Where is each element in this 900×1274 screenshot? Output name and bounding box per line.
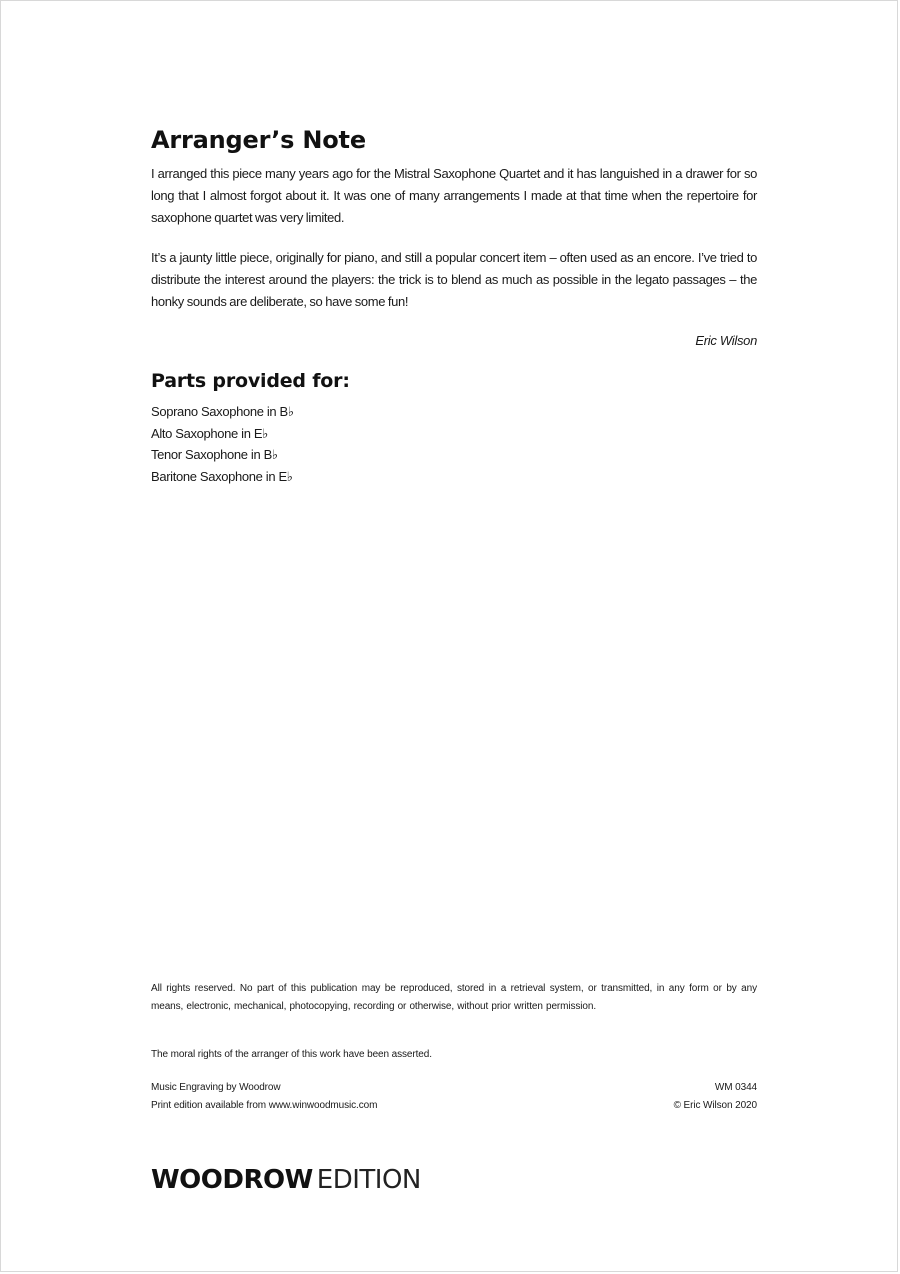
moral-rights-notice: The moral rights of the arranger of this work have been asserted.	[151, 1049, 432, 1060]
print-edition-link: Print edition available from www.winwoodmusic.com	[151, 1100, 378, 1111]
note-paragraph-2: It’s a jaunty little piece, originally for piano, and still a popular concert item – often used as an encore. I’ve tried to distribute the interest around the players: the trick is to blend as much as possible in the legato passages – the honky sounds are deliberate, so have some fun!	[151, 250, 757, 309]
publisher-logo	[151, 1161, 757, 1198]
part-item-alto: Alto Saxophone in E♭	[151, 425, 268, 441]
part-item-tenor: Tenor Saxophone in B♭	[151, 447, 278, 462]
parts-list	[151, 401, 757, 487]
engraving-credit: Music Engraving by Woodrow	[151, 1082, 281, 1093]
part-item-soprano: Soprano Saxophone in B♭	[151, 404, 294, 419]
copyright-notice: © Eric Wilson 2020	[673, 1100, 757, 1111]
rights-notice: All rights reserved. No part of this publication may be reproduced, stored in a retrieval system, or transmitted, in any form or by any means, electronic, mechanical, photocopying, recording or otherwise, without prior written permission.	[151, 983, 757, 1012]
note-paragraph-1: I arranged this piece many years ago for the Mistral Saxophone Quartet and it has languished in a drawer for so long that I almost forgot about it. It was one of many arrangements I made at that time when the repertoire for saxophone quartet was very limited.	[151, 166, 757, 225]
part-item-baritone: Baritone Saxophone in E♭	[151, 468, 293, 484]
parts-heading: Parts provided for:	[151, 370, 350, 392]
signature: Eric Wilson	[695, 333, 757, 348]
page-title: Arranger’s Note	[151, 126, 366, 154]
logo-brand: WOODROW	[151, 1165, 313, 1195]
credits-right	[151, 1079, 757, 1115]
catalogue-number: WM 0344	[714, 1082, 757, 1093]
logo-edition: EDITION	[316, 1165, 421, 1195]
